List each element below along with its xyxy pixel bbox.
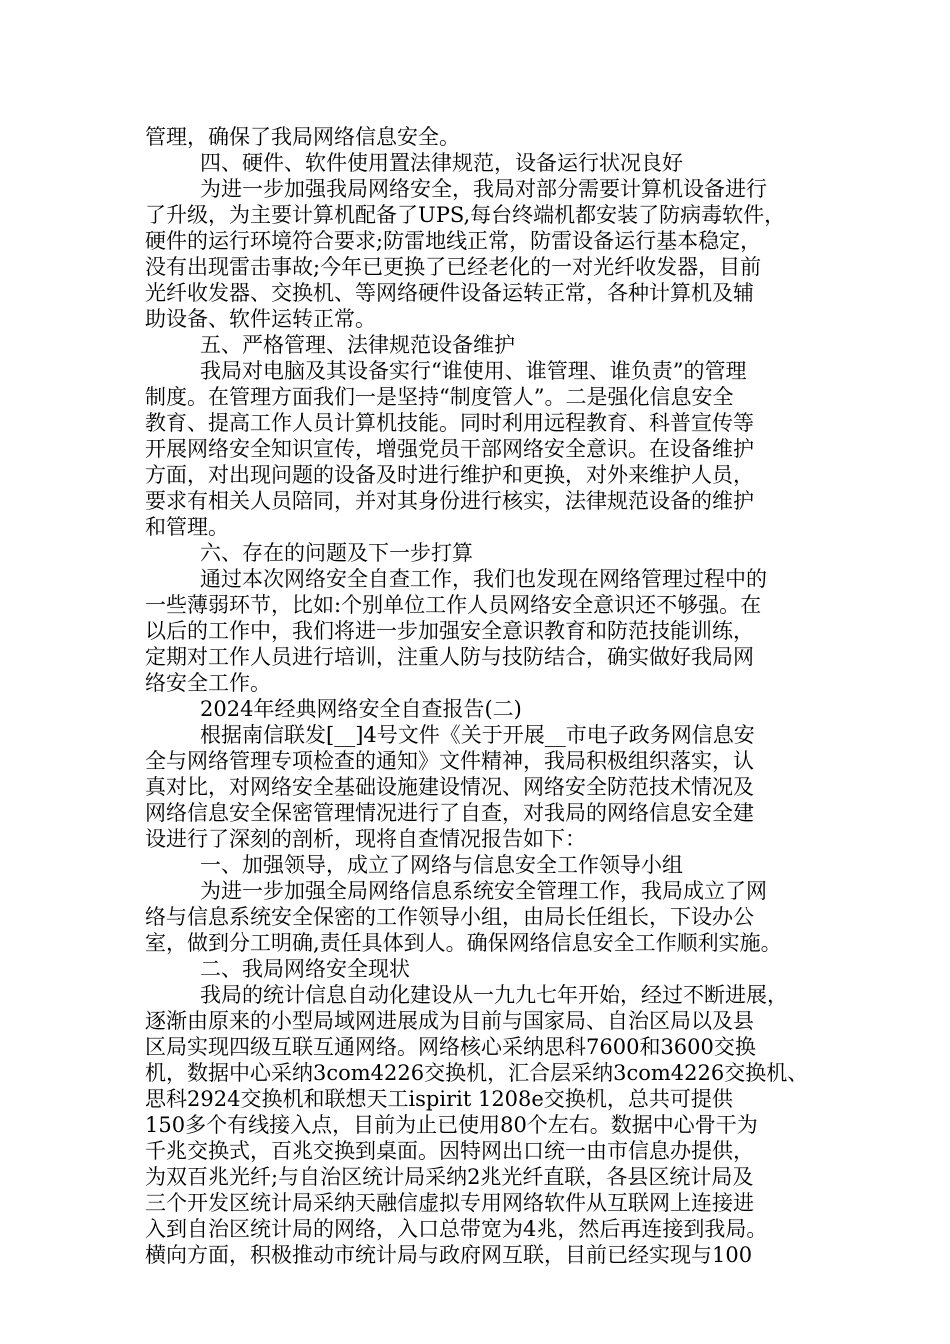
- section-heading-4: 四、硬件、软件使用置法律规范，设备运行状况良好: [200, 151, 683, 175]
- paragraph-line: 室，做到分工明确,责任具体到人。确保网络信息安全工作顺利实施。: [145, 931, 782, 955]
- paragraph-line: 150多个有线接入点，目前为止已使用80个左右。数据中心骨干为: [145, 1113, 758, 1137]
- paragraph-line: 开展网络安全知识宣传，增强党员干部网络安全意识。在设备维护: [145, 437, 754, 461]
- paragraph-line: 光纤收发器、交换机、等网络硬件设备运转正常，各种计算机及辅: [145, 281, 754, 305]
- paragraph-line: 三个开发区统计局采纳天融信虚拟专用网络软件从互联网上连接进: [145, 1191, 754, 1215]
- paragraph-line: 教育、提高工作人员计算机技能。同时利用远程教育、科普宣传等: [145, 411, 754, 435]
- paragraph-line: 制度。在管理方面我们一是坚持“制度管人”。二是强化信息安全: [145, 385, 734, 409]
- paragraph-line: 助设备、软件运转正常。: [145, 307, 376, 331]
- paragraph-line: 和管理。: [145, 515, 229, 539]
- paragraph-line: 全与网络管理专项检查的通知》文件精神，我局积极组织落实，认: [145, 749, 754, 773]
- section-heading-5: 五、严格管理、法律规范设备维护: [200, 333, 515, 357]
- paragraph-line: 入到自治区统计局的网络，入口总带宽为4兆，然后再连接到我局。: [145, 1217, 768, 1241]
- paragraph-line: 真对比，对网络安全基础设施建设情况、网络安全防范技术情况及: [145, 775, 754, 799]
- report-title: 2024年经典网络安全自查报告(二): [200, 697, 522, 721]
- section-heading-2: 二、我局网络安全现状: [200, 957, 410, 981]
- paragraph-line: 我局的统计信息自动化建设从一九九七年开始，经过不断进展，: [200, 983, 788, 1007]
- paragraph-line: 以后的工作中，我们将进一步加强安全意识教育和防范技能训练，: [145, 619, 754, 643]
- paragraph-line: 了升级，为主要计算机配备了UPS,每台终端机都安装了防病毒软件，: [145, 203, 786, 227]
- paragraph-line: 区局实现四级互联互通网络。网络核心采纳思科7600和3600交换: [145, 1035, 756, 1059]
- paragraph-line: 为进一步加强我局网络安全，我局对部分需要计算机设备进行: [200, 177, 767, 201]
- paragraph-line: 络与信息系统安全保密的工作领导小组，由局长任组长，下设办公: [145, 905, 754, 929]
- paragraph-line: 逐渐由原来的小型局域网进展成为目前与国家局、自治区局以及县: [145, 1009, 754, 1033]
- paragraph-line: 根据南信联发[__]4号文件《关于开展__市电子政务网信息安: [200, 723, 755, 747]
- paragraph-line: 管理，确保了我局网络信息安全。: [145, 125, 460, 149]
- paragraph-line: 要求有相关人员陪同，并对其身份进行核实，法律规范设备的维护: [145, 489, 754, 513]
- paragraph-line: 设进行了深刻的剖析，现将自查情况报告如下：: [145, 827, 586, 851]
- paragraph-line: 思科2924交换机和联想天工ispirit 1208e交换机，总共可提供: [145, 1087, 733, 1111]
- paragraph-line: 络安全工作。: [145, 671, 271, 695]
- paragraph-line: 为进一步加强全局网络信息系统安全管理工作，我局成立了网: [200, 879, 767, 903]
- paragraph-line: 没有出现雷击事故;今年已更换了已经老化的一对光纤收发器，目前: [145, 255, 762, 279]
- paragraph-line: 定期对工作人员进行培训，注重人防与技防结合，确实做好我局网: [145, 645, 754, 669]
- paragraph-line: 通过本次网络安全自查工作，我们也发现在网络管理过程中的: [200, 567, 767, 591]
- section-heading-1: 一、加强领导，成立了网络与信息安全工作领导小组: [200, 853, 683, 877]
- paragraph-line: 为双百兆光纤;与自治区统计局采纳2兆光纤直联，各县区统计局及: [145, 1165, 754, 1189]
- paragraph-line: 方面，对出现问题的设备及时进行维护和更换，对外来维护人员，: [145, 463, 754, 487]
- section-heading-6: 六、存在的问题及下一步打算: [200, 541, 473, 565]
- paragraph-line: 网络信息安全保密管理情况进行了自查，对我局的网络信息安全建: [145, 801, 754, 825]
- paragraph-line: 机，数据中心采纳3com4226交换机，汇合层采纳3com4226交换机、: [145, 1061, 809, 1085]
- paragraph-line: 我局对电脑及其设备实行“谁使用、谁管理、谁负责”的管理: [200, 359, 747, 383]
- paragraph-line: 一些薄弱环节，比如:个别单位工作人员网络安全意识还不够强。在: [145, 593, 762, 617]
- paragraph-line: 硬件的运行环境符合要求;防雷地线正常，防雷设备运行基本稳定，: [145, 229, 762, 253]
- paragraph-line: 横向方面，积极推动市统计局与政府网互联，目前已经实现与100: [145, 1243, 753, 1267]
- paragraph-line: 千兆交换式，百兆交换到桌面。因特网出口统一由市信息办提供，: [145, 1139, 754, 1163]
